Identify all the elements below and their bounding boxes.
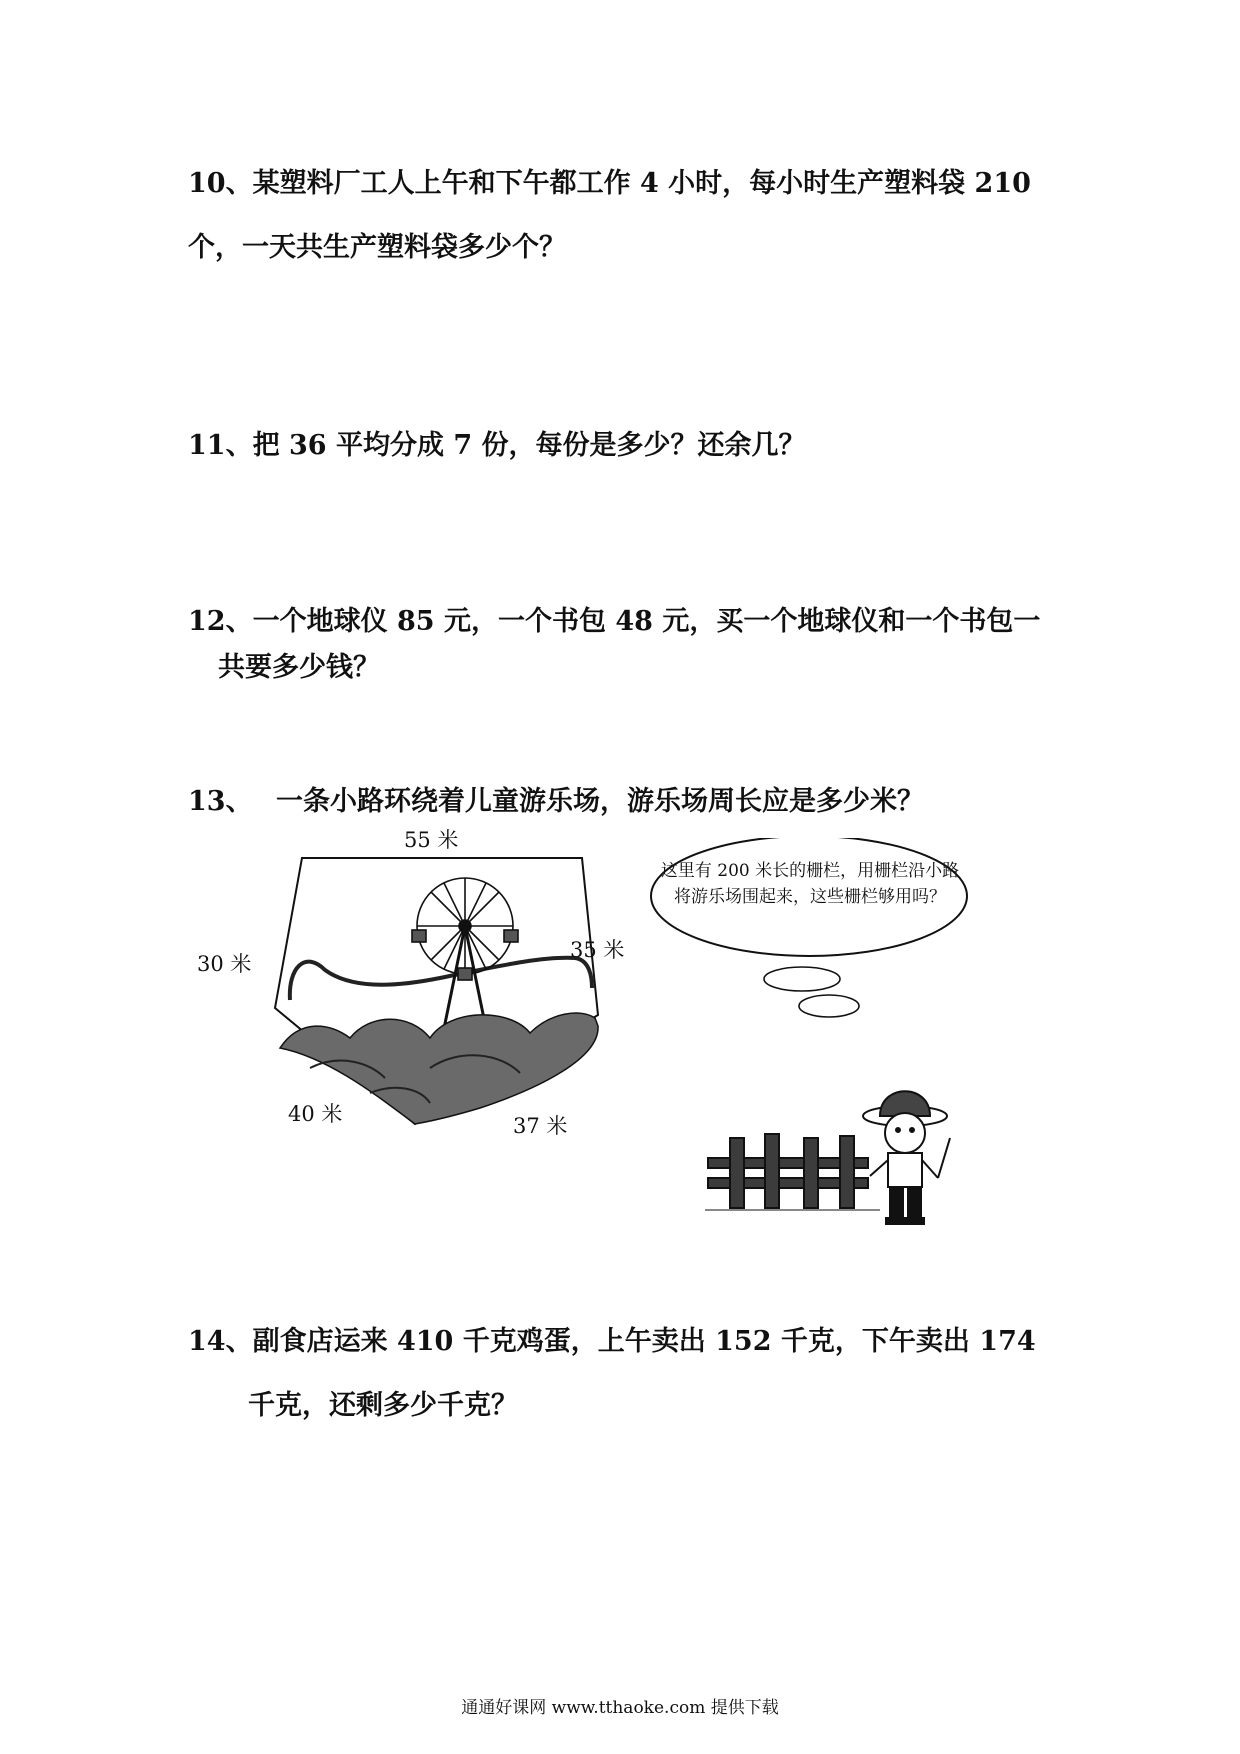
label-left-side: 30 米 [197,952,252,976]
roller-coaster-track [290,958,592,1000]
question-14-line-2: 千克，还剩多少千克？ [248,1390,518,1421]
playground-figure [180,828,1040,1228]
question-10-line-2: 个，一天共生产塑料袋多少个？ [188,232,566,263]
question-10-line-1: 10、某塑料厂工人上午和下午都工作 4 小时，每小时生产塑料袋 210 [188,168,1031,199]
question-13-number: 13、 [188,786,253,817]
boy-figure [863,1091,950,1224]
label-bottom-right-side: 37 米 [513,1114,568,1138]
footer-source: 通通好课网 www.tthaoke.com 提供下载 [461,1698,779,1718]
question-12-line-1: 12、一个地球仪 85 元，一个书包 48 元，买一个地球仪和一个书包一 [188,606,1041,637]
thought-dot-1 [764,967,840,991]
label-right-side: 35 米 [570,938,625,962]
thought-dot-2 [799,995,859,1017]
question-11: 11、把 36 平均分成 7 份，每份是多少？还余几？ [188,430,806,461]
label-bottom-left-side: 40 米 [288,1102,343,1126]
fence [705,1134,880,1210]
label-top-side: 55 米 [404,828,459,852]
question-14-line-1: 14、副食店运来 410 千克鸡蛋，上午卖出 152 千克，下午卖出 174 [188,1326,1036,1357]
speech-bubble-text: 这里有 200 米长的栅栏，用栅栏沿小路将游乐场围起来，这些栅栏够用吗？ [660,861,960,908]
question-12-line-2: 共要多少钱？ [218,652,380,683]
question-13-text: 一条小路环绕着儿童游乐场，游乐场周长应是多少米？ [276,786,924,817]
